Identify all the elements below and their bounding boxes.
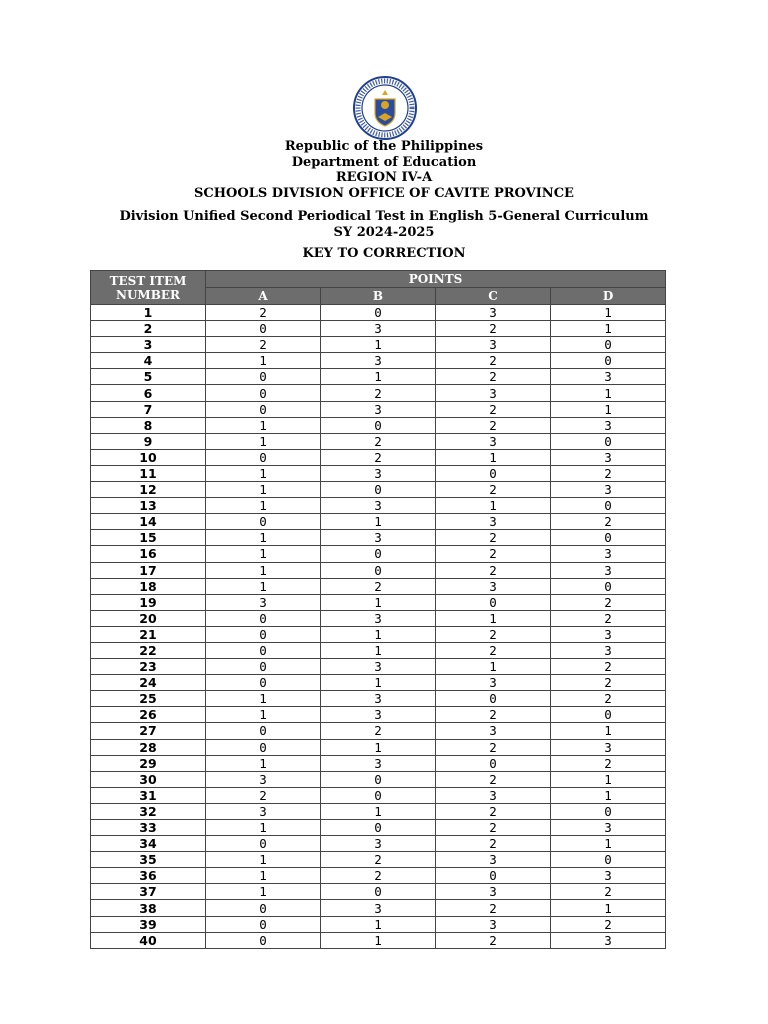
- points-d-cell: 3: [551, 482, 666, 498]
- item-number-cell: 33: [91, 820, 206, 836]
- points-d-cell: 2: [551, 659, 666, 675]
- points-c-cell: 2: [436, 803, 551, 819]
- points-a-cell: 1: [206, 868, 321, 884]
- item-number-cell: 15: [91, 530, 206, 546]
- points-a-cell: 0: [206, 739, 321, 755]
- points-c-cell: 3: [436, 787, 551, 803]
- points-b-cell: 0: [321, 546, 436, 562]
- points-a-cell: 0: [206, 836, 321, 852]
- points-c-cell: 2: [436, 739, 551, 755]
- item-number-cell: 32: [91, 803, 206, 819]
- points-b-cell: 3: [321, 321, 436, 337]
- table-row: [91, 932, 666, 948]
- item-number-cell: 7: [91, 401, 206, 417]
- table-row: [91, 820, 666, 836]
- points-d-cell: 1: [551, 305, 666, 321]
- table-row: [91, 723, 666, 739]
- points-d-cell: 2: [551, 594, 666, 610]
- header-division: SCHOOLS DIVISION OFFICE OF CAVITE PROVINCE: [194, 185, 574, 201]
- item-number-cell: 11: [91, 465, 206, 481]
- table-row: [91, 514, 666, 530]
- column-header-d: D: [551, 288, 666, 305]
- points-a-cell: 1: [206, 562, 321, 578]
- points-c-cell: 2: [436, 642, 551, 658]
- points-b-cell: 3: [321, 465, 436, 481]
- points-c-cell: 2: [436, 820, 551, 836]
- points-c-cell: 3: [436, 884, 551, 900]
- table-row: [91, 417, 666, 433]
- points-c-cell: 2: [436, 321, 551, 337]
- points-c-cell: 2: [436, 369, 551, 385]
- points-b-cell: 0: [321, 884, 436, 900]
- points-d-cell: 1: [551, 900, 666, 916]
- points-a-cell: 1: [206, 707, 321, 723]
- item-number-cell: 29: [91, 755, 206, 771]
- points-b-cell: 1: [321, 594, 436, 610]
- points-d-cell: 3: [551, 820, 666, 836]
- points-a-cell: 1: [206, 530, 321, 546]
- table-row: [91, 465, 666, 481]
- points-header: POINTS: [206, 271, 666, 288]
- item-number-cell: 1: [91, 305, 206, 321]
- table-row: [91, 771, 666, 787]
- points-d-cell: 1: [551, 836, 666, 852]
- points-b-cell: 3: [321, 755, 436, 771]
- points-d-cell: 3: [551, 739, 666, 755]
- points-c-cell: 2: [436, 836, 551, 852]
- points-a-cell: 0: [206, 369, 321, 385]
- item-number-cell: 13: [91, 498, 206, 514]
- item-number-cell: 20: [91, 610, 206, 626]
- points-b-cell: 2: [321, 852, 436, 868]
- item-number-cell: 18: [91, 578, 206, 594]
- points-d-cell: 0: [551, 707, 666, 723]
- header-region: REGION IV-A: [335, 170, 433, 185]
- table-row: [91, 305, 666, 321]
- table-row: [91, 385, 666, 401]
- table-row: [91, 449, 666, 465]
- points-a-cell: 0: [206, 723, 321, 739]
- points-b-cell: 1: [321, 739, 436, 755]
- points-d-cell: 2: [551, 884, 666, 900]
- points-b-cell: 2: [321, 385, 436, 401]
- points-a-cell: 0: [206, 385, 321, 401]
- points-a-cell: 1: [206, 433, 321, 449]
- points-a-cell: 2: [206, 787, 321, 803]
- points-c-cell: 2: [436, 401, 551, 417]
- table-row: [91, 755, 666, 771]
- item-number-cell: 9: [91, 433, 206, 449]
- points-a-cell: 0: [206, 321, 321, 337]
- points-b-cell: 2: [321, 868, 436, 884]
- points-b-cell: 1: [321, 932, 436, 948]
- points-a-cell: 1: [206, 353, 321, 369]
- points-a-cell: 0: [206, 401, 321, 417]
- table-row: [91, 594, 666, 610]
- item-number-cell: 23: [91, 659, 206, 675]
- table-row: [91, 787, 666, 803]
- item-number-cell: 2: [91, 321, 206, 337]
- points-c-cell: 2: [436, 417, 551, 433]
- item-number-cell: 37: [91, 884, 206, 900]
- item-number-cell: 25: [91, 691, 206, 707]
- column-header-b: B: [321, 288, 436, 305]
- points-c-cell: 0: [436, 594, 551, 610]
- points-c-cell: 0: [436, 868, 551, 884]
- table-row: [91, 803, 666, 819]
- table-row: [91, 530, 666, 546]
- points-b-cell: 3: [321, 836, 436, 852]
- points-d-cell: 2: [551, 610, 666, 626]
- points-b-cell: 1: [321, 642, 436, 658]
- points-a-cell: 0: [206, 626, 321, 642]
- points-d-cell: 0: [551, 433, 666, 449]
- points-d-cell: 1: [551, 385, 666, 401]
- points-b-cell: 3: [321, 498, 436, 514]
- table-row: [91, 337, 666, 353]
- item-number-cell: 5: [91, 369, 206, 385]
- points-c-cell: 2: [436, 546, 551, 562]
- points-b-cell: 3: [321, 900, 436, 916]
- points-d-cell: 2: [551, 465, 666, 481]
- table-row: [91, 369, 666, 385]
- table-row: [91, 498, 666, 514]
- item-number-cell: 39: [91, 916, 206, 932]
- item-number-cell: 24: [91, 675, 206, 691]
- points-c-cell: 3: [436, 675, 551, 691]
- points-d-cell: 3: [551, 546, 666, 562]
- points-b-cell: 0: [321, 771, 436, 787]
- points-d-cell: 2: [551, 691, 666, 707]
- table-row: [91, 739, 666, 755]
- item-number-cell: 17: [91, 562, 206, 578]
- item-number-cell: 14: [91, 514, 206, 530]
- points-d-cell: 3: [551, 449, 666, 465]
- test-title-block: [0, 209, 768, 240]
- points-c-cell: 2: [436, 771, 551, 787]
- item-number-cell: 31: [91, 787, 206, 803]
- points-c-cell: 1: [436, 659, 551, 675]
- item-number-cell: 38: [91, 900, 206, 916]
- points-a-cell: 0: [206, 610, 321, 626]
- answer-key-table: [90, 270, 666, 949]
- points-a-cell: 1: [206, 465, 321, 481]
- column-header-a: A: [206, 288, 321, 305]
- points-b-cell: 2: [321, 449, 436, 465]
- table-row: [91, 546, 666, 562]
- points-c-cell: 1: [436, 449, 551, 465]
- points-a-cell: 0: [206, 449, 321, 465]
- points-a-cell: 0: [206, 675, 321, 691]
- points-d-cell: 3: [551, 642, 666, 658]
- column-header-c: C: [436, 288, 551, 305]
- points-a-cell: 1: [206, 546, 321, 562]
- points-b-cell: 1: [321, 675, 436, 691]
- points-d-cell: 2: [551, 675, 666, 691]
- points-d-cell: 0: [551, 353, 666, 369]
- points-d-cell: 0: [551, 498, 666, 514]
- points-a-cell: 3: [206, 771, 321, 787]
- table-row: [91, 562, 666, 578]
- item-number-cell: 6: [91, 385, 206, 401]
- points-b-cell: 3: [321, 401, 436, 417]
- points-c-cell: 2: [436, 900, 551, 916]
- item-number-cell: 3: [91, 337, 206, 353]
- points-c-cell: 2: [436, 707, 551, 723]
- item-number-cell: 28: [91, 739, 206, 755]
- deped-seal-icon: [349, 75, 421, 141]
- points-d-cell: 2: [551, 916, 666, 932]
- item-number-cell: 34: [91, 836, 206, 852]
- header-department: Department of Education: [291, 154, 477, 170]
- points-d-cell: 0: [551, 803, 666, 819]
- points-c-cell: 0: [436, 755, 551, 771]
- test-title: Division Unified Second Periodical Test in English 5-General Curriculum: [119, 209, 649, 224]
- table-row: [91, 433, 666, 449]
- points-a-cell: 0: [206, 900, 321, 916]
- points-b-cell: 3: [321, 691, 436, 707]
- item-number-cell: 21: [91, 626, 206, 642]
- points-a-cell: 1: [206, 578, 321, 594]
- points-d-cell: 1: [551, 723, 666, 739]
- points-b-cell: 0: [321, 482, 436, 498]
- points-b-cell: 0: [321, 562, 436, 578]
- points-b-cell: 1: [321, 514, 436, 530]
- item-number-cell: 36: [91, 868, 206, 884]
- points-a-cell: 0: [206, 659, 321, 675]
- points-d-cell: 0: [551, 530, 666, 546]
- points-c-cell: 2: [436, 353, 551, 369]
- test-item-number-header: TEST ITEM NUMBER: [91, 271, 206, 305]
- points-b-cell: 2: [321, 723, 436, 739]
- school-year: SY 2024-2025: [333, 224, 435, 240]
- item-number-cell: 40: [91, 932, 206, 948]
- table-row: [91, 900, 666, 916]
- points-b-cell: 1: [321, 626, 436, 642]
- points-d-cell: 0: [551, 578, 666, 594]
- points-b-cell: 1: [321, 803, 436, 819]
- points-d-cell: 3: [551, 369, 666, 385]
- points-a-cell: 0: [206, 916, 321, 932]
- points-d-cell: 0: [551, 337, 666, 353]
- points-a-cell: 3: [206, 594, 321, 610]
- points-a-cell: 0: [206, 932, 321, 948]
- points-d-cell: 2: [551, 755, 666, 771]
- points-b-cell: 0: [321, 787, 436, 803]
- points-d-cell: 3: [551, 626, 666, 642]
- points-d-cell: 3: [551, 417, 666, 433]
- points-d-cell: 1: [551, 771, 666, 787]
- points-a-cell: 1: [206, 482, 321, 498]
- item-number-cell: 8: [91, 417, 206, 433]
- item-number-cell: 22: [91, 642, 206, 658]
- points-c-cell: 3: [436, 723, 551, 739]
- points-c-cell: 2: [436, 530, 551, 546]
- item-number-cell: 35: [91, 852, 206, 868]
- table-row: [91, 482, 666, 498]
- points-a-cell: 1: [206, 498, 321, 514]
- points-a-cell: 0: [206, 514, 321, 530]
- points-c-cell: 3: [436, 916, 551, 932]
- points-d-cell: 2: [551, 514, 666, 530]
- points-b-cell: 3: [321, 659, 436, 675]
- points-b-cell: 0: [321, 417, 436, 433]
- points-a-cell: 1: [206, 820, 321, 836]
- table-row: [91, 707, 666, 723]
- points-c-cell: 3: [436, 305, 551, 321]
- points-b-cell: 3: [321, 610, 436, 626]
- points-b-cell: 3: [321, 707, 436, 723]
- points-b-cell: 1: [321, 337, 436, 353]
- points-c-cell: 3: [436, 852, 551, 868]
- table-row: [91, 916, 666, 932]
- key-to-correction-title: KEY TO CORRECTION: [302, 246, 466, 261]
- points-d-cell: 1: [551, 321, 666, 337]
- points-b-cell: 2: [321, 433, 436, 449]
- table-row: [91, 836, 666, 852]
- table-row: [91, 852, 666, 868]
- points-b-cell: 3: [321, 353, 436, 369]
- points-d-cell: 0: [551, 852, 666, 868]
- answer-key-body: [91, 305, 666, 949]
- item-number-cell: 4: [91, 353, 206, 369]
- points-b-cell: 1: [321, 916, 436, 932]
- points-b-cell: 0: [321, 305, 436, 321]
- table-row: [91, 675, 666, 691]
- points-b-cell: 2: [321, 578, 436, 594]
- points-c-cell: 2: [436, 562, 551, 578]
- item-number-cell: 12: [91, 482, 206, 498]
- points-c-cell: 2: [436, 932, 551, 948]
- table-row: [91, 353, 666, 369]
- table-row: [91, 321, 666, 337]
- points-a-cell: 1: [206, 691, 321, 707]
- points-c-cell: 3: [436, 514, 551, 530]
- points-a-cell: 1: [206, 755, 321, 771]
- table-row: [91, 884, 666, 900]
- points-b-cell: 1: [321, 369, 436, 385]
- points-b-cell: 0: [321, 820, 436, 836]
- points-d-cell: 3: [551, 932, 666, 948]
- table-row: [91, 578, 666, 594]
- points-c-cell: 2: [436, 626, 551, 642]
- item-number-cell: 16: [91, 546, 206, 562]
- item-number-cell: 19: [91, 594, 206, 610]
- deped-seal: [349, 75, 421, 141]
- points-a-cell: 2: [206, 337, 321, 353]
- header-republic: Republic of the Philippines: [284, 139, 484, 154]
- item-number-cell: 26: [91, 707, 206, 723]
- table-row: [91, 610, 666, 626]
- points-c-cell: 1: [436, 498, 551, 514]
- table-row: [91, 691, 666, 707]
- table-row: [91, 401, 666, 417]
- points-a-cell: 1: [206, 417, 321, 433]
- points-c-cell: 3: [436, 337, 551, 353]
- table-row: [91, 626, 666, 642]
- points-c-cell: 0: [436, 465, 551, 481]
- points-d-cell: 1: [551, 401, 666, 417]
- item-number-cell: 27: [91, 723, 206, 739]
- points-d-cell: 3: [551, 562, 666, 578]
- table-row: [91, 868, 666, 884]
- points-a-cell: 2: [206, 305, 321, 321]
- points-c-cell: 2: [436, 482, 551, 498]
- points-c-cell: 3: [436, 578, 551, 594]
- item-number-cell: 30: [91, 771, 206, 787]
- points-c-cell: 3: [436, 433, 551, 449]
- points-d-cell: 3: [551, 868, 666, 884]
- points-a-cell: 1: [206, 852, 321, 868]
- points-c-cell: 0: [436, 691, 551, 707]
- table-row: [91, 642, 666, 658]
- document-header: [0, 139, 768, 201]
- points-d-cell: 1: [551, 787, 666, 803]
- points-c-cell: 3: [436, 385, 551, 401]
- item-number-cell: 10: [91, 449, 206, 465]
- points-c-cell: 1: [436, 610, 551, 626]
- points-a-cell: 3: [206, 803, 321, 819]
- table-row: [91, 659, 666, 675]
- points-a-cell: 0: [206, 642, 321, 658]
- points-a-cell: 1: [206, 884, 321, 900]
- points-b-cell: 3: [321, 530, 436, 546]
